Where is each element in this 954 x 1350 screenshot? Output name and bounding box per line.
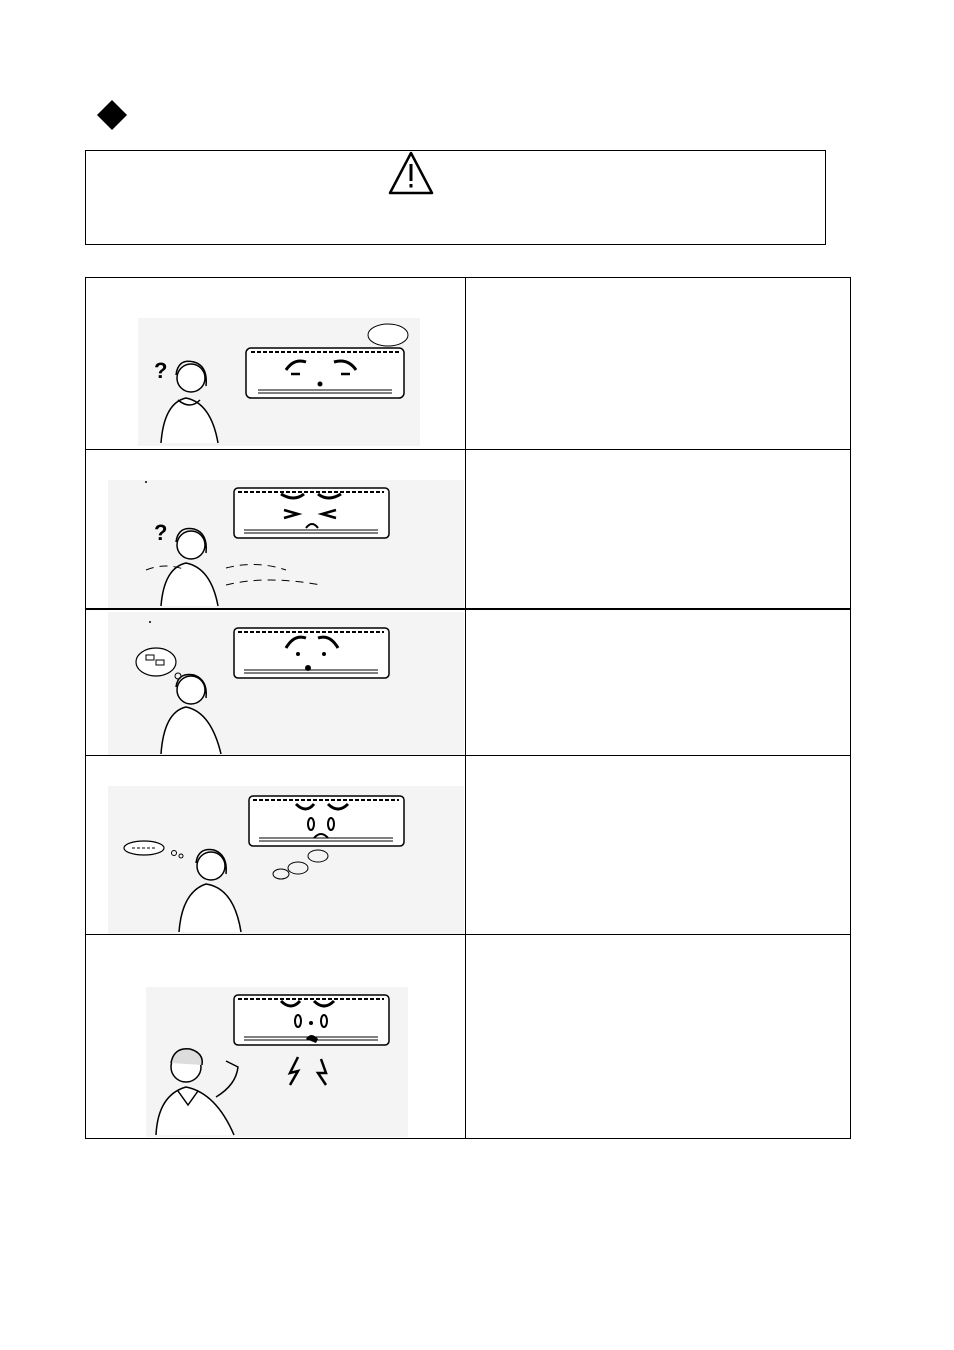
illustration-man-headache <box>86 935 464 1138</box>
troubleshooting-table <box>85 277 851 1139</box>
illustration-woman-thinking <box>86 610 464 756</box>
warning-triangle-icon <box>388 151 434 195</box>
description-cell <box>466 450 850 608</box>
table-row <box>86 755 850 934</box>
svg-text:?: ? <box>154 358 168 383</box>
description-cell <box>466 278 850 449</box>
illustration-woman-smell <box>86 756 464 934</box>
illustration-cell <box>86 278 466 449</box>
warning-box <box>85 150 826 245</box>
table-row <box>86 934 850 1138</box>
diamond-bullet-icon <box>96 99 128 131</box>
illustration-cell <box>86 935 466 1138</box>
description-cell <box>466 610 850 755</box>
illustration-woman-air-flow <box>86 450 464 608</box>
table-row <box>86 449 850 608</box>
svg-text:?: ? <box>154 520 168 545</box>
illustration-cell <box>86 756 466 934</box>
description-cell <box>466 935 850 1138</box>
table-row <box>86 278 850 449</box>
illustration-cell <box>86 450 466 608</box>
illustration-woman-puzzled-unit <box>86 278 464 448</box>
table-row <box>86 608 850 755</box>
illustration-cell <box>86 610 466 755</box>
description-cell <box>466 756 850 934</box>
